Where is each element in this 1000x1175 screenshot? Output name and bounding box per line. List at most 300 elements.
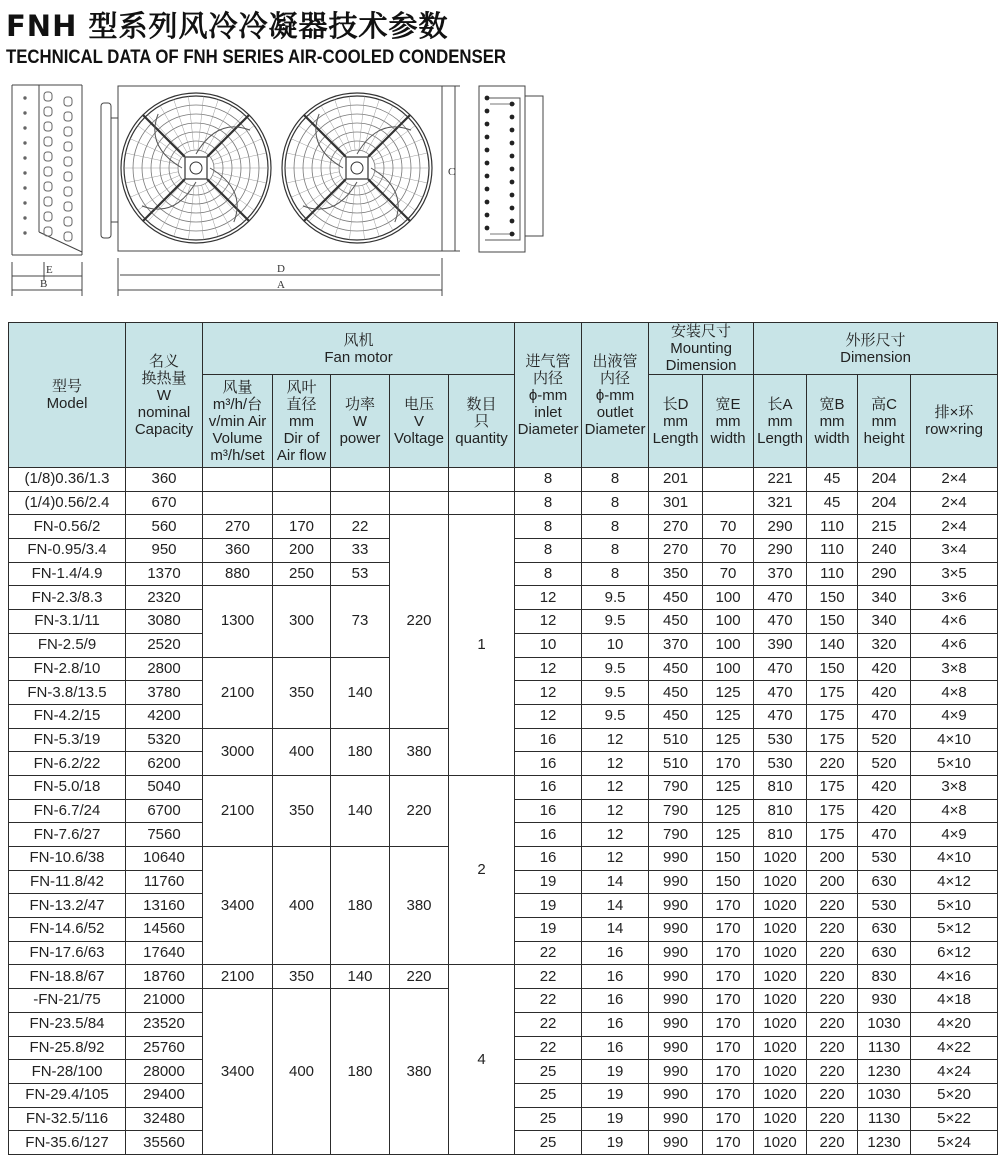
cell-blade: 400 [273, 847, 331, 965]
cell-width-b: 220 [807, 1131, 858, 1155]
cell-power [331, 468, 390, 492]
cell-length-d: 990 [649, 1083, 703, 1107]
cell-width-e: 170 [703, 918, 754, 942]
header-line: mm [819, 412, 845, 430]
cell-row-ring: 4×24 [911, 1060, 998, 1084]
cell-row-ring: 3×8 [911, 775, 998, 799]
cell-model: FN-2.3/8.3 [9, 586, 126, 610]
cell-inlet: 8 [515, 562, 582, 586]
cell-capacity: 23520 [126, 1012, 203, 1036]
header-power [331, 375, 390, 468]
cell-voltage [390, 468, 449, 492]
cell-volume [203, 468, 273, 492]
cell-length-d: 990 [649, 1012, 703, 1036]
label-a: A [277, 279, 285, 291]
header-line: quantity [455, 429, 508, 447]
cell-width-b: 220 [807, 1083, 858, 1107]
cell-capacity: 5040 [126, 775, 203, 799]
cell-length-a: 370 [754, 562, 807, 586]
cell-length-a: 321 [754, 491, 807, 515]
header-line: v/min Air [208, 412, 267, 430]
cell-length-d: 990 [649, 1060, 703, 1084]
cell-length-a: 1020 [754, 847, 807, 871]
cell-width-e: 170 [703, 1036, 754, 1060]
cell-height-c: 830 [858, 965, 911, 989]
cell-length-a: 1020 [754, 1107, 807, 1131]
header-line: nominal [137, 403, 191, 421]
cell-inlet: 25 [515, 1083, 582, 1107]
header-line: 长D [662, 395, 689, 413]
cell-capacity: 2320 [126, 586, 203, 610]
cell-voltage: 380 [390, 847, 449, 965]
cell-length-d: 510 [649, 728, 703, 752]
header-width-e [703, 375, 754, 468]
cell-width-e: 170 [703, 752, 754, 776]
cell-model: FN-6.7/24 [9, 799, 126, 823]
cell-width-b: 150 [807, 586, 858, 610]
cell-row-ring: 3×5 [911, 562, 998, 586]
cell-model: FN-29.4/105 [9, 1083, 126, 1107]
header-line: Air flow [276, 446, 327, 464]
cell-length-d: 990 [649, 1036, 703, 1060]
cell-power: 180 [331, 847, 390, 965]
page-title: FNH 型系列风冷冷凝器技术参数 [6, 9, 449, 43]
cell-width-b: 175 [807, 704, 858, 728]
cell-inlet: 8 [515, 468, 582, 492]
cell-voltage: 220 [390, 965, 449, 989]
cell-inlet: 22 [515, 1036, 582, 1060]
header-line: ϕ-mm [528, 386, 568, 404]
cell-length-a: 470 [754, 704, 807, 728]
header-quantity [449, 375, 515, 468]
cell-blade [273, 468, 331, 492]
cell-capacity: 18760 [126, 965, 203, 989]
cell-capacity: 6200 [126, 752, 203, 776]
cell-power: 140 [331, 965, 390, 989]
cell-length-d: 790 [649, 823, 703, 847]
cell-length-a: 290 [754, 539, 807, 563]
cell-width-b: 220 [807, 989, 858, 1013]
cell-inlet: 19 [515, 894, 582, 918]
cell-voltage: 380 [390, 728, 449, 775]
cell-width-e: 125 [703, 799, 754, 823]
cell-inlet: 12 [515, 586, 582, 610]
cell-capacity: 2800 [126, 657, 203, 681]
cell-length-a: 1020 [754, 1131, 807, 1155]
header-inlet [515, 323, 582, 468]
cell-inlet: 12 [515, 610, 582, 634]
cell-outlet: 12 [582, 775, 649, 799]
cell-length-a: 1020 [754, 894, 807, 918]
cell-row-ring: 3×8 [911, 657, 998, 681]
cell-width-e: 100 [703, 610, 754, 634]
cell-length-d: 990 [649, 894, 703, 918]
cell-capacity: 21000 [126, 989, 203, 1013]
cell-width-e: 170 [703, 941, 754, 965]
header-voltage [390, 375, 449, 468]
cell-quantity: 1 [449, 515, 515, 776]
cell-inlet: 19 [515, 918, 582, 942]
cell-capacity: 560 [126, 515, 203, 539]
cell-outlet: 8 [582, 539, 649, 563]
cell-width-b: 45 [807, 491, 858, 515]
cell-outlet: 8 [582, 491, 649, 515]
cell-voltage: 220 [390, 515, 449, 728]
cell-row-ring: 4×8 [911, 799, 998, 823]
table-row [9, 515, 998, 539]
cell-width-b: 45 [807, 468, 858, 492]
cell-row-ring: 5×22 [911, 1107, 998, 1131]
cell-inlet: 16 [515, 728, 582, 752]
table-row [9, 468, 998, 492]
header-line: W [156, 386, 172, 404]
cell-model: FN-2.8/10 [9, 657, 126, 681]
header-line: Fan motor [324, 348, 393, 366]
header-line: 高C [871, 395, 897, 413]
cell-outlet: 9.5 [582, 657, 649, 681]
cell-quantity: 4 [449, 965, 515, 1155]
header-line: Capacity [134, 420, 194, 438]
cell-inlet: 22 [515, 1012, 582, 1036]
cell-capacity: 7560 [126, 823, 203, 847]
cell-row-ring: 4×6 [911, 633, 998, 657]
cell-capacity: 14560 [126, 918, 203, 942]
cell-power: 140 [331, 657, 390, 728]
cell-model: FN-32.5/116 [9, 1107, 126, 1131]
cell-inlet: 8 [515, 491, 582, 515]
header-row-top [9, 323, 998, 375]
header-line: 宽E [715, 395, 741, 413]
cell-blade: 400 [273, 989, 331, 1155]
cell-length-d: 790 [649, 775, 703, 799]
cell-inlet: 10 [515, 633, 582, 657]
cell-inlet: 16 [515, 799, 582, 823]
cell-width-e: 170 [703, 1107, 754, 1131]
cell-volume: 1300 [203, 586, 273, 657]
end-view [479, 86, 543, 252]
cell-model: FN-35.6/127 [9, 1131, 126, 1155]
cell-outlet: 8 [582, 562, 649, 586]
cell-outlet: 12 [582, 752, 649, 776]
cell-length-a: 1020 [754, 941, 807, 965]
cell-row-ring: 4×16 [911, 965, 998, 989]
cell-inlet: 8 [515, 539, 582, 563]
cell-length-a: 470 [754, 657, 807, 681]
header-line: Mounting [670, 340, 732, 357]
cell-width-b: 150 [807, 610, 858, 634]
cell-width-b: 140 [807, 633, 858, 657]
cell-capacity: 35560 [126, 1131, 203, 1155]
cell-outlet: 9.5 [582, 586, 649, 610]
cell-model: FN-2.5/9 [9, 633, 126, 657]
cell-width-e: 170 [703, 1083, 754, 1107]
fan-guard-2 [282, 93, 432, 243]
cell-height-c: 420 [858, 775, 911, 799]
cell-capacity: 5320 [126, 728, 203, 752]
cell-outlet: 12 [582, 847, 649, 871]
cell-row-ring: 6×12 [911, 941, 998, 965]
cell-width-b: 220 [807, 1012, 858, 1036]
cell-power: 140 [331, 775, 390, 846]
cell-volume: 3400 [203, 989, 273, 1155]
header-line: Dir of [283, 429, 320, 447]
header-line: 数目 [466, 395, 497, 413]
cell-inlet: 16 [515, 752, 582, 776]
cell-outlet: 19 [582, 1131, 649, 1155]
cell-width-e: 170 [703, 1060, 754, 1084]
cell-row-ring: 4×20 [911, 1012, 998, 1036]
header-line: W [352, 412, 368, 430]
cell-width-e: 70 [703, 562, 754, 586]
cell-length-d: 990 [649, 870, 703, 894]
cell-power: 53 [331, 562, 390, 586]
cell-outlet: 12 [582, 728, 649, 752]
header-line: outlet [596, 403, 634, 421]
cell-width-b: 220 [807, 941, 858, 965]
cell-length-d: 450 [649, 657, 703, 681]
cell-height-c: 340 [858, 586, 911, 610]
cell-model: FN-25.8/92 [9, 1036, 126, 1060]
header-line: m³/h/台 [212, 395, 263, 413]
cell-model: FN-18.8/67 [9, 965, 126, 989]
cell-model: FN-3.8/13.5 [9, 681, 126, 705]
cell-capacity: 6700 [126, 799, 203, 823]
cell-row-ring: 5×10 [911, 894, 998, 918]
cell-width-b: 200 [807, 847, 858, 871]
cell-outlet: 14 [582, 918, 649, 942]
cell-model: FN-5.3/19 [9, 728, 126, 752]
cell-capacity: 2520 [126, 633, 203, 657]
header-line: mm [663, 412, 689, 430]
cell-outlet: 19 [582, 1083, 649, 1107]
cell-length-d: 990 [649, 847, 703, 871]
cell-row-ring: 4×22 [911, 1036, 998, 1060]
header-line: Dimension [840, 348, 911, 366]
cell-model: FN-0.95/3.4 [9, 539, 126, 563]
cell-model: -FN-21/75 [9, 989, 126, 1013]
header-line: width [814, 429, 850, 447]
cell-length-d: 270 [649, 539, 703, 563]
cell-length-a: 1020 [754, 965, 807, 989]
cell-volume: 2100 [203, 657, 273, 728]
cell-capacity: 13160 [126, 894, 203, 918]
cell-width-b: 110 [807, 539, 858, 563]
cell-width-e: 125 [703, 728, 754, 752]
cell-height-c: 630 [858, 918, 911, 942]
cell-width-e: 170 [703, 894, 754, 918]
header-line: width [710, 429, 746, 447]
cell-height-c: 520 [858, 752, 911, 776]
cell-length-d: 450 [649, 681, 703, 705]
label-b: B [40, 278, 48, 290]
cell-row-ring: 5×20 [911, 1083, 998, 1107]
cell-model: FN-17.6/63 [9, 941, 126, 965]
cell-model: FN-7.6/27 [9, 823, 126, 847]
header-line: power [339, 429, 381, 447]
cell-capacity: 3080 [126, 610, 203, 634]
condenser-drawing [0, 78, 1000, 304]
cell-power: 33 [331, 539, 390, 563]
cell-height-c: 630 [858, 870, 911, 894]
cell-length-d: 350 [649, 562, 703, 586]
cell-power: 180 [331, 989, 390, 1155]
cell-capacity: 670 [126, 491, 203, 515]
header-line: m³/h/set [210, 446, 265, 464]
cell-height-c: 1230 [858, 1131, 911, 1155]
cell-width-b: 220 [807, 1036, 858, 1060]
cell-length-a: 1020 [754, 989, 807, 1013]
cell-width-b: 110 [807, 515, 858, 539]
cell-voltage: 380 [390, 989, 449, 1155]
cell-row-ring: 3×4 [911, 539, 998, 563]
cell-capacity: 11760 [126, 870, 203, 894]
cell-model: FN-5.0/18 [9, 775, 126, 799]
cell-outlet: 9.5 [582, 681, 649, 705]
cell-capacity: 1370 [126, 562, 203, 586]
cell-row-ring: 5×24 [911, 1131, 998, 1155]
cell-length-a: 530 [754, 752, 807, 776]
cell-inlet: 12 [515, 704, 582, 728]
cell-model: FN-6.2/22 [9, 752, 126, 776]
header-line: V [413, 412, 424, 430]
cell-volume: 3400 [203, 847, 273, 965]
cell-inlet: 25 [515, 1131, 582, 1155]
cell-length-a: 810 [754, 823, 807, 847]
cell-height-c: 1130 [858, 1107, 911, 1131]
cell-length-a: 470 [754, 681, 807, 705]
cell-model: FN-3.1/11 [9, 610, 126, 634]
cell-height-c: 470 [858, 704, 911, 728]
cell-row-ring: 2×4 [911, 468, 998, 492]
cell-capacity: 10640 [126, 847, 203, 871]
header-line: inlet [534, 403, 562, 421]
cell-length-d: 201 [649, 468, 703, 492]
cell-model: FN-4.2/15 [9, 704, 126, 728]
cell-height-c: 290 [858, 562, 911, 586]
cell-length-a: 390 [754, 633, 807, 657]
cell-length-a: 470 [754, 586, 807, 610]
cell-width-b: 175 [807, 799, 858, 823]
cell-width-b: 110 [807, 562, 858, 586]
cell-row-ring: 5×12 [911, 918, 998, 942]
header-height-c [858, 375, 911, 468]
cell-capacity: 32480 [126, 1107, 203, 1131]
cell-power: 22 [331, 515, 390, 539]
cell-inlet: 12 [515, 681, 582, 705]
cell-quantity: 2 [449, 775, 515, 965]
cell-length-a: 1020 [754, 1036, 807, 1060]
cell-width-b: 220 [807, 965, 858, 989]
cell-capacity: 17640 [126, 941, 203, 965]
cell-quantity [449, 491, 515, 515]
cell-inlet: 22 [515, 941, 582, 965]
cell-model: FN-28/100 [9, 1060, 126, 1084]
cell-model: FN-23.5/84 [9, 1012, 126, 1036]
cell-height-c: 340 [858, 610, 911, 634]
cell-inlet: 25 [515, 1060, 582, 1084]
header-line: 功率 [344, 395, 375, 413]
header-line: 风叶 [286, 378, 317, 396]
cell-model: FN-14.6/52 [9, 918, 126, 942]
cell-length-d: 990 [649, 941, 703, 965]
cell-row-ring: 4×10 [911, 728, 998, 752]
cell-blade: 350 [273, 965, 331, 989]
cell-width-b: 175 [807, 728, 858, 752]
cell-power: 73 [331, 586, 390, 657]
cell-height-c: 630 [858, 941, 911, 965]
cell-row-ring: 4×8 [911, 681, 998, 705]
cell-model: FN-0.56/2 [9, 515, 126, 539]
cell-row-ring: 4×6 [911, 610, 998, 634]
header-line: 出液管 [592, 352, 638, 370]
cell-height-c: 1230 [858, 1060, 911, 1084]
cell-height-c: 420 [858, 681, 911, 705]
cell-outlet: 10 [582, 633, 649, 657]
header-line: Diameter [584, 420, 646, 438]
header-line: 名义 [148, 352, 179, 370]
cell-length-a: 1020 [754, 870, 807, 894]
cell-length-d: 990 [649, 1107, 703, 1131]
header-line: 电压 [403, 395, 434, 413]
cell-length-a: 1020 [754, 1060, 807, 1084]
cell-length-a: 290 [754, 515, 807, 539]
header-line: 型号 [51, 378, 82, 395]
cell-height-c: 520 [858, 728, 911, 752]
header-line: Volume [212, 429, 263, 447]
cell-length-d: 450 [649, 610, 703, 634]
cell-model: FN-11.8/42 [9, 870, 126, 894]
cell-width-e: 70 [703, 539, 754, 563]
cell-blade: 200 [273, 539, 331, 563]
header-line: ϕ-mm [595, 386, 635, 404]
header-line: mm [715, 412, 741, 430]
header-mounting [649, 323, 754, 375]
label-c: C [448, 166, 456, 178]
header-line: row×ring [925, 421, 984, 438]
cell-power [331, 491, 390, 515]
cell-quantity [449, 468, 515, 492]
cell-width-b: 200 [807, 870, 858, 894]
header-line: Length [757, 429, 803, 447]
cell-width-b: 220 [807, 918, 858, 942]
cell-width-e: 150 [703, 870, 754, 894]
cell-inlet: 16 [515, 823, 582, 847]
cell-height-c: 1030 [858, 1012, 911, 1036]
cell-outlet: 8 [582, 515, 649, 539]
table-row [9, 965, 998, 989]
header-line: 安装尺寸 [671, 323, 732, 340]
cell-blade: 350 [273, 775, 331, 846]
cell-height-c: 1130 [858, 1036, 911, 1060]
cell-height-c: 240 [858, 539, 911, 563]
cell-width-e: 100 [703, 657, 754, 681]
cell-blade: 170 [273, 515, 331, 539]
header-model [9, 323, 126, 468]
header-line: 直径 [286, 395, 317, 413]
cell-width-e: 100 [703, 633, 754, 657]
cell-outlet: 19 [582, 1107, 649, 1131]
cell-capacity: 360 [126, 468, 203, 492]
header-capacity [126, 323, 203, 468]
cell-volume: 270 [203, 515, 273, 539]
header-width-b [807, 375, 858, 468]
cell-length-d: 510 [649, 752, 703, 776]
header-line: 外形尺寸 [845, 331, 906, 349]
cell-inlet: 16 [515, 775, 582, 799]
cell-width-b: 220 [807, 1060, 858, 1084]
cell-inlet: 8 [515, 515, 582, 539]
header-line: height [863, 429, 905, 447]
